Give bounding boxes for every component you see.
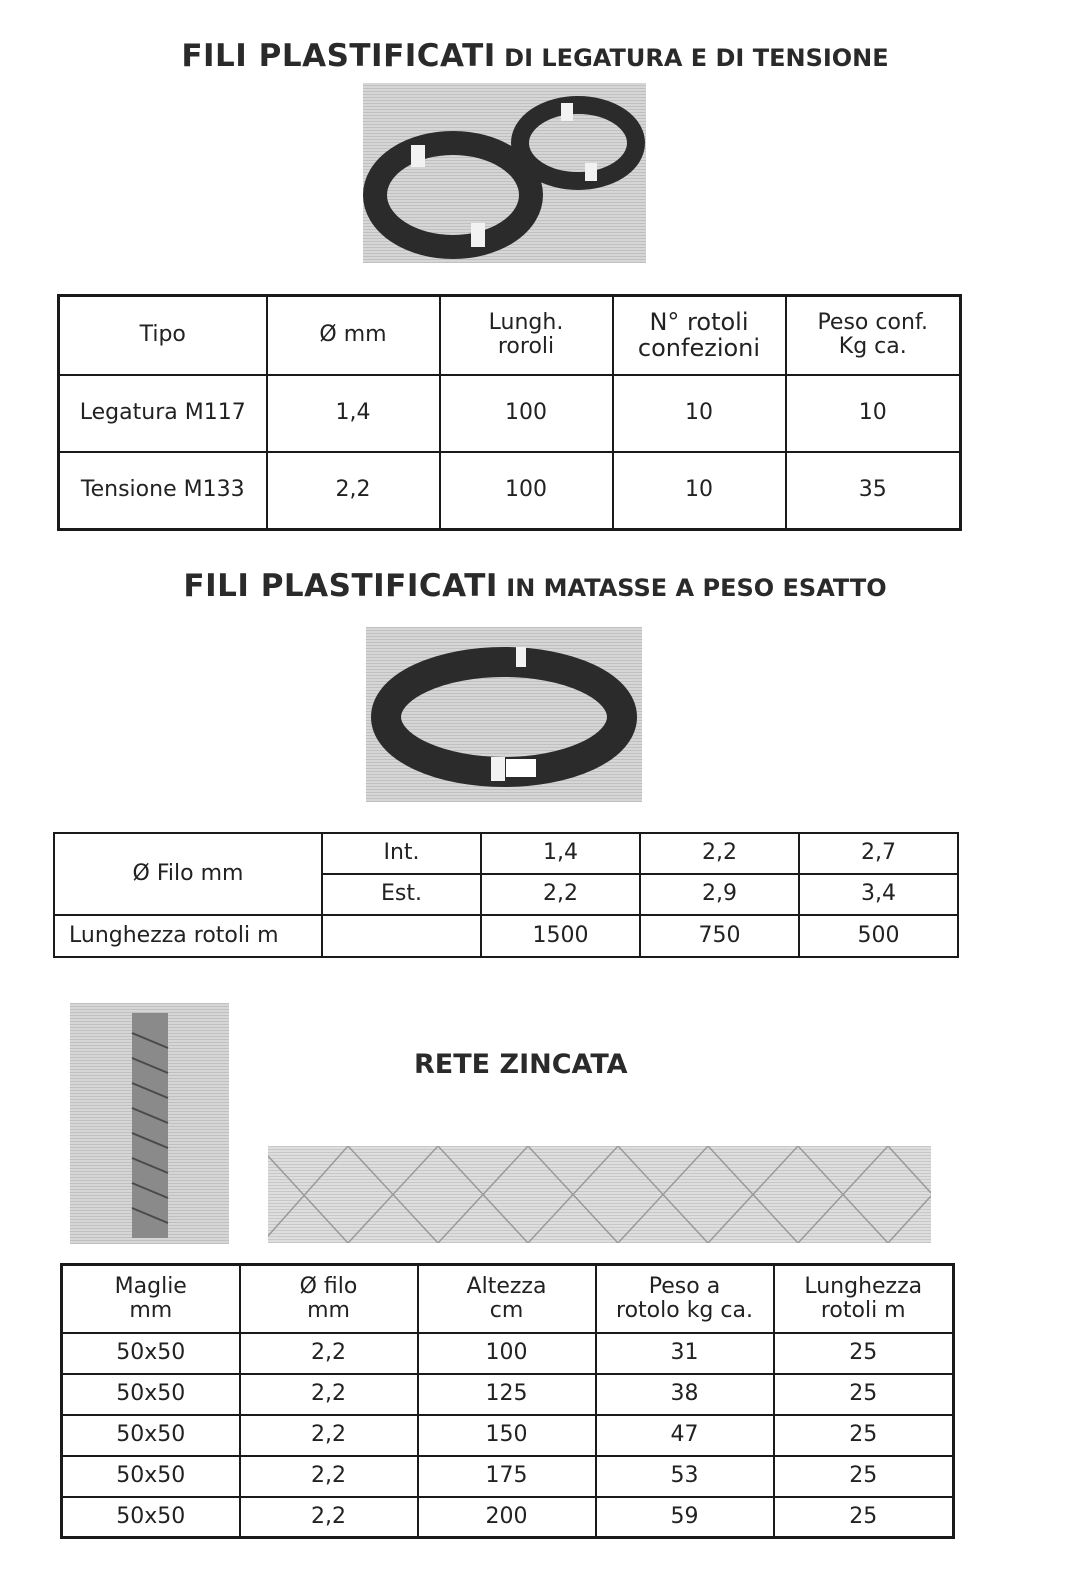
cell-lunghezza: 100 — [440, 452, 613, 530]
cell-maglie: 50x50 — [62, 1333, 240, 1374]
cell-filo: 2,2 — [240, 1333, 418, 1374]
cell-lunghezza: 1500 — [481, 915, 640, 957]
cell-diametro: 1,4 — [267, 375, 440, 452]
cell-lunghezza: 750 — [640, 915, 799, 957]
section2-title-rest: IN MATASSE A PESO ESATTO — [497, 574, 887, 602]
wire-specs-table — [57, 294, 962, 531]
cell-empty — [322, 915, 481, 957]
section2-title — [0, 568, 1070, 604]
table-row — [62, 1415, 954, 1456]
cell-lunghezza: 25 — [774, 1374, 954, 1415]
cell-filo: 2,2 — [240, 1456, 418, 1497]
cell-maglie: 50x50 — [62, 1497, 240, 1538]
cell-filo: 2,2 — [240, 1497, 418, 1538]
header-altezza: Altezza cm — [418, 1265, 596, 1333]
cell-est: 2,2 — [481, 874, 640, 915]
table-row — [54, 833, 958, 874]
cell-lunghezza: 500 — [799, 915, 958, 957]
cell-peso: 38 — [596, 1374, 774, 1415]
table-row — [59, 452, 961, 530]
section1-title-rest: DI LEGATURA E DI TENSIONE — [495, 44, 889, 72]
mesh-panel-photo — [268, 1146, 931, 1243]
cell-altezza: 175 — [418, 1456, 596, 1497]
cell-altezza: 200 — [418, 1497, 596, 1538]
cell-peso: 31 — [596, 1333, 774, 1374]
header-lunghezza: Lungh. roroli — [440, 296, 613, 375]
wire-coils-illustration — [363, 83, 646, 263]
section1-title-main: FILI PLASTIFICATI — [181, 38, 496, 74]
mesh-panel-illustration — [268, 1146, 931, 1243]
section3-title: RETE ZINCATA — [414, 1049, 628, 1080]
cell-filo: 2,2 — [240, 1415, 418, 1456]
sub-label-est: Est. — [322, 874, 481, 915]
cell-altezza: 100 — [418, 1333, 596, 1374]
wire-coil-illustration — [366, 627, 642, 802]
cell-altezza: 125 — [418, 1374, 596, 1415]
cell-altezza: 150 — [418, 1415, 596, 1456]
header-lunghezza: Lunghezza rotoli m — [774, 1265, 954, 1333]
table-row — [59, 375, 961, 452]
cell-est: 2,9 — [640, 874, 799, 915]
table-row — [54, 915, 958, 957]
row-label-lunghezza: Lunghezza rotoli m — [54, 915, 322, 957]
cell-peso: 53 — [596, 1456, 774, 1497]
cell-est: 3,4 — [799, 874, 958, 915]
cell-int: 1,4 — [481, 833, 640, 874]
cell-n-rotoli: 10 — [613, 375, 786, 452]
header-peso: Peso conf. Kg ca. — [786, 296, 961, 375]
table-row — [62, 1333, 954, 1374]
cell-lunghezza: 25 — [774, 1456, 954, 1497]
cell-lunghezza: 100 — [440, 375, 613, 452]
wire-coils-photo — [363, 83, 646, 263]
mesh-roll-illustration — [70, 1003, 229, 1244]
cell-peso: 35 — [786, 452, 961, 530]
section1-title — [0, 38, 1070, 74]
cell-int: 2,2 — [640, 833, 799, 874]
cell-peso: 10 — [786, 375, 961, 452]
cell-int: 2,7 — [799, 833, 958, 874]
header-maglie: Maglie mm — [62, 1265, 240, 1333]
section2-title-main: FILI PLASTIFICATI — [183, 568, 498, 604]
cell-maglie: 50x50 — [62, 1374, 240, 1415]
table-header-row — [62, 1265, 954, 1333]
mesh-roll-photo — [70, 1003, 229, 1244]
cell-lunghezza: 25 — [774, 1415, 954, 1456]
cell-lunghezza: 25 — [774, 1333, 954, 1374]
mesh-specs-table — [60, 1263, 955, 1539]
sub-label-int: Int. — [322, 833, 481, 874]
cell-maglie: 50x50 — [62, 1456, 240, 1497]
header-diametro: Ø mm — [267, 296, 440, 375]
header-filo: Ø filo mm — [240, 1265, 418, 1333]
table-row — [62, 1456, 954, 1497]
cell-filo: 2,2 — [240, 1374, 418, 1415]
coil-specs-table — [53, 832, 959, 958]
cell-diametro: 2,2 — [267, 452, 440, 530]
wire-coil-photo — [366, 627, 642, 802]
header-n-rotoli: N° rotoli confezioni — [613, 296, 786, 375]
cell-tipo: Tensione M133 — [59, 452, 267, 530]
cell-maglie: 50x50 — [62, 1415, 240, 1456]
cell-peso: 47 — [596, 1415, 774, 1456]
table-row — [62, 1374, 954, 1415]
cell-lunghezza: 25 — [774, 1497, 954, 1538]
row-label-filo: Ø Filo mm — [54, 833, 322, 915]
header-tipo: Tipo — [59, 296, 267, 375]
table-row — [62, 1497, 954, 1538]
cell-n-rotoli: 10 — [613, 452, 786, 530]
cell-tipo: Legatura M117 — [59, 375, 267, 452]
header-peso: Peso a rotolo kg ca. — [596, 1265, 774, 1333]
cell-peso: 59 — [596, 1497, 774, 1538]
